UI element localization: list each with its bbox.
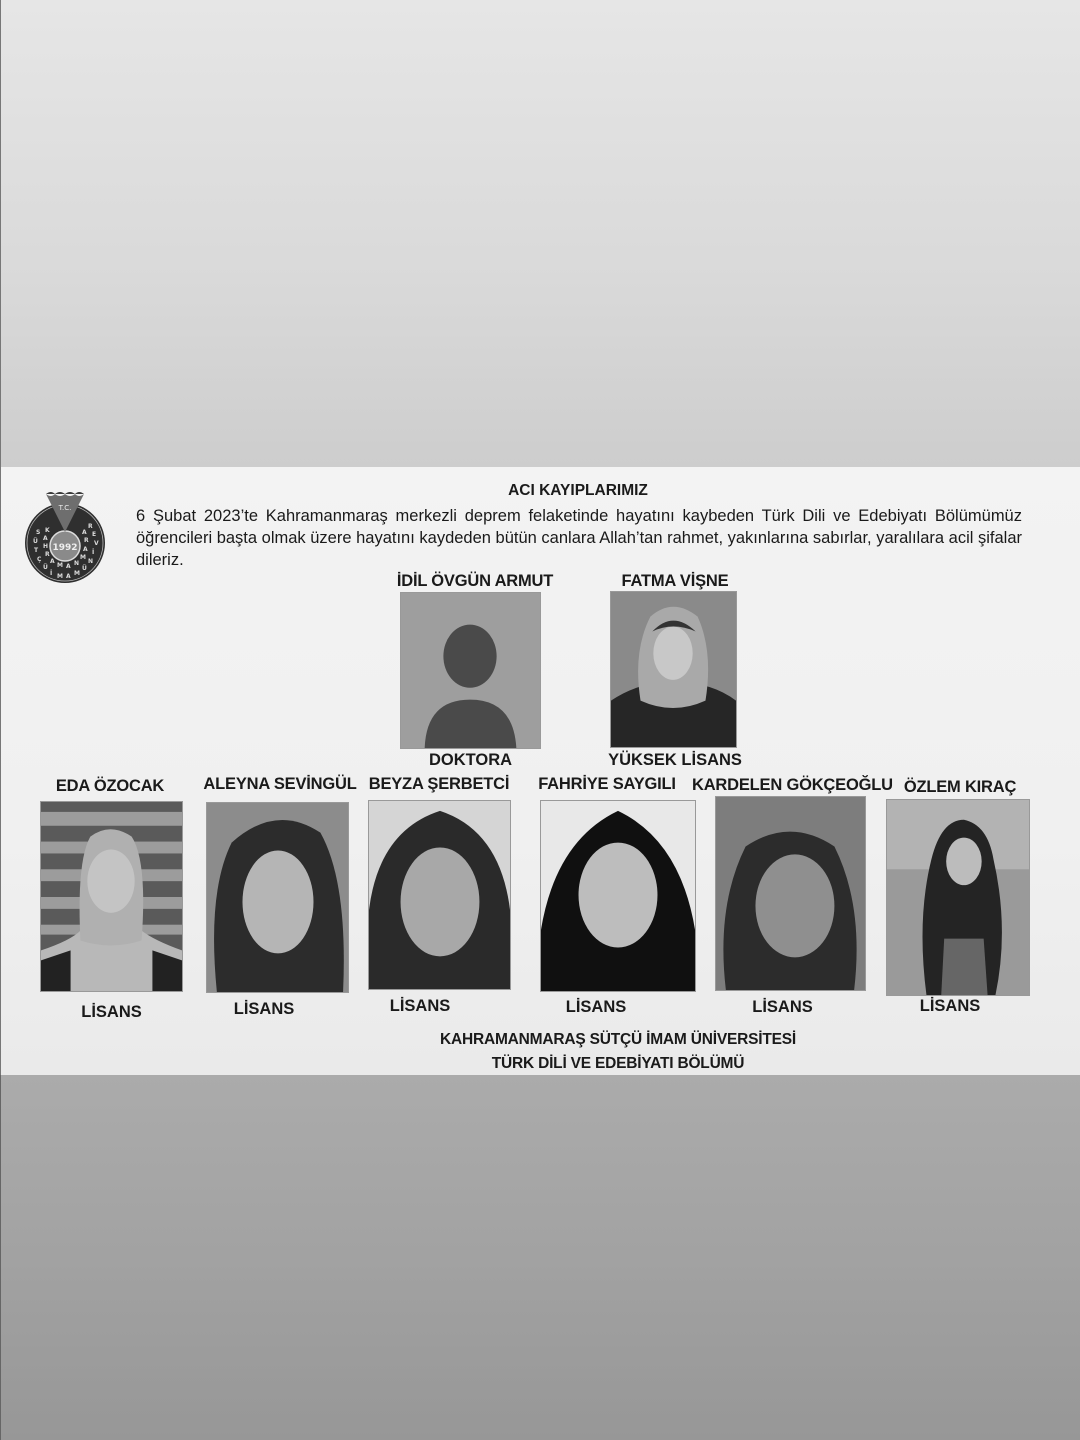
degree-label: LİSANS: [233, 1000, 295, 1018]
svg-text:A: A: [50, 558, 55, 565]
person-photo: [610, 591, 737, 748]
svg-text:H: H: [43, 543, 49, 550]
person-name: BEYZA ŞERBETCİ: [368, 775, 510, 793]
person-photo: [206, 802, 349, 993]
svg-text:A: A: [83, 546, 88, 553]
portrait-image: [41, 802, 182, 991]
svg-text:R: R: [84, 537, 89, 544]
person-name: KARDELEN GÖKÇEOĞLU: [692, 776, 893, 794]
svg-text:M: M: [74, 570, 80, 577]
svg-text:M: M: [57, 573, 63, 580]
person-name: FAHRİYE SAYGILI: [538, 775, 676, 793]
degree-label: LİSANS: [81, 1003, 142, 1021]
bottom-background: [0, 1075, 1080, 1440]
condolence-message: 6 Şubat 2023’te Kahramanmaraş merkezli deprem felaketinde hayatını kaybeden Türk Dili ve Edebiyatı Bölümümüz öğrencileri başta olmak üzere hayatını kaydeden bütün canlara Allah’tan rahmet, yakınlarına sabırlar, yaralılara acil şifalar dileriz.: [136, 507, 1022, 569]
svg-text:A: A: [66, 563, 71, 570]
svg-text:N: N: [88, 558, 94, 565]
svg-text:V: V: [94, 540, 99, 547]
svg-text:Ü: Ü: [43, 564, 48, 571]
person-name: ALEYNA SEVİNGÜL: [203, 775, 357, 793]
person-name: EDA ÖZOCAK: [55, 777, 165, 795]
svg-text:Ç: Ç: [37, 556, 42, 563]
department-name: TÜRK DİLİ VE EDEBİYATI BÖLÜMÜ: [491, 1055, 745, 1072]
svg-text:1992: 1992: [52, 543, 78, 553]
person-name: FATMA VİŞNE: [621, 572, 729, 590]
degree-label: DOKTORA: [428, 751, 513, 769]
svg-text:A: A: [66, 573, 71, 580]
portrait-image: [716, 797, 865, 990]
degree-label: LİSANS: [565, 998, 627, 1016]
person-photo: [886, 799, 1030, 996]
person-photo: [540, 800, 696, 992]
svg-text:İ: İ: [92, 549, 95, 556]
top-background: [0, 0, 1080, 467]
degree-label: LİSANS: [919, 997, 981, 1015]
person-name: İDİL ÖVGÜN ARMUT: [396, 572, 554, 590]
page-title: ACI KAYIPLARIMIZ: [508, 482, 648, 499]
svg-text:İ: İ: [50, 570, 53, 577]
person-photo: [715, 796, 866, 991]
person-photo: [400, 592, 541, 749]
person-name: ÖZLEM KIRAÇ: [903, 778, 1017, 796]
svg-text:A: A: [82, 529, 87, 536]
person-photo: [368, 800, 511, 990]
portrait-image: [369, 801, 510, 989]
svg-text:T.C.: T.C.: [58, 504, 72, 512]
degree-label: LİSANS: [752, 998, 813, 1016]
silhouette-icon: [401, 593, 540, 748]
svg-text:K: K: [45, 527, 50, 534]
portrait-image: [887, 800, 1029, 995]
portrait-image: [207, 803, 348, 992]
svg-text:R: R: [45, 551, 50, 558]
svg-text:M: M: [80, 554, 86, 561]
svg-text:A: A: [43, 535, 48, 542]
svg-text:E: E: [92, 531, 97, 538]
degree-label: YÜKSEK LİSANS: [608, 751, 742, 769]
svg-text:Ü: Ü: [33, 538, 38, 545]
svg-text:Ü: Ü: [82, 565, 87, 572]
person-photo: [40, 801, 183, 992]
degree-label: LİSANS: [389, 997, 451, 1015]
portrait-image: [611, 592, 736, 747]
svg-text:N: N: [74, 560, 80, 567]
svg-text:S: S: [36, 529, 41, 536]
university-name: KAHRAMANMARAŞ SÜTÇÜ İMAM ÜNİVERSİTESİ: [440, 1031, 796, 1048]
svg-text:T: T: [34, 547, 39, 554]
svg-text:R: R: [88, 523, 93, 530]
university-seal-icon: [22, 488, 108, 584]
portrait-image: [541, 801, 695, 991]
svg-text:M: M: [57, 562, 63, 569]
